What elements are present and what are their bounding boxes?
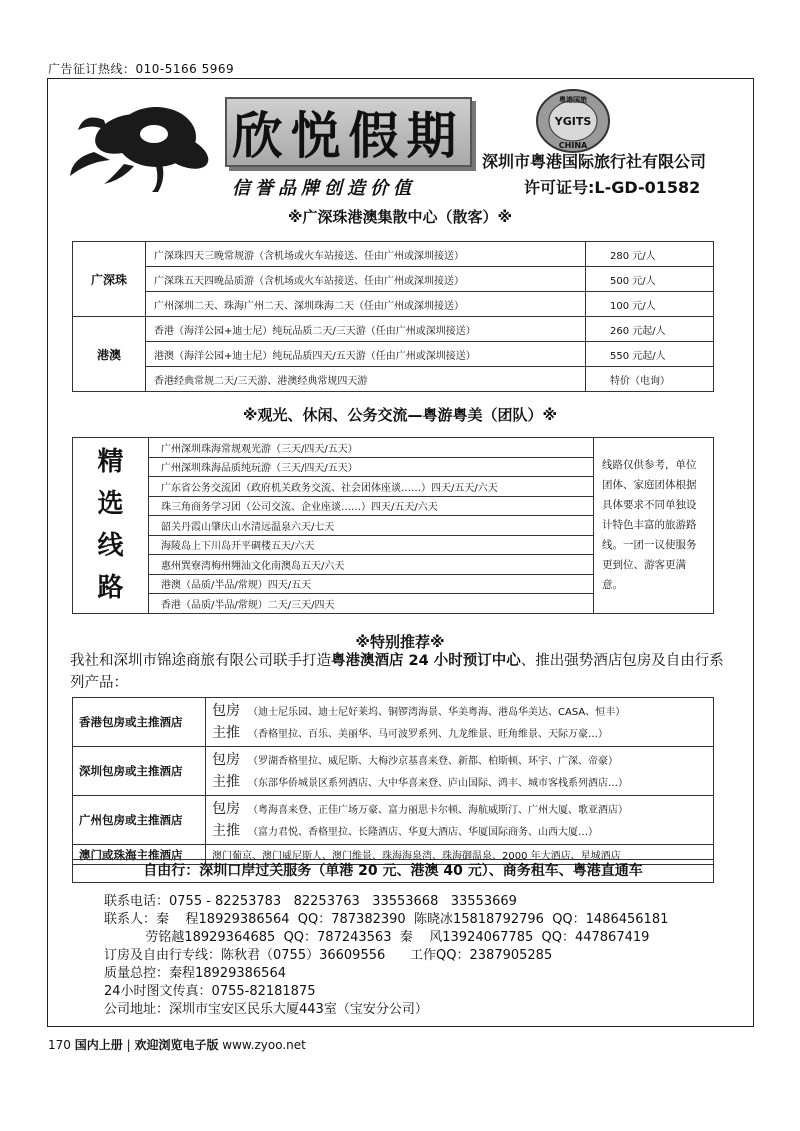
group-tour-table <box>72 437 714 614</box>
flower-logo-icon <box>64 92 224 192</box>
table-row <box>73 267 714 292</box>
note-cell: 线路仅供参考，单位团体、家庭团体根据具体要求不同单独设计特色丰富的旅游路线。一团一议使服务更到位、游客更满意。 <box>594 438 714 614</box>
footer-section: 国内上册 <box>74 1038 123 1052</box>
route-cell: 港澳（海洋公园+迪士尼）纯玩品质四天/五天游（任由广州或深圳接送） <box>146 342 586 367</box>
page-number: 170 <box>48 1038 71 1052</box>
table-row <box>73 242 714 267</box>
category-cell: 港澳 <box>73 317 146 392</box>
main-hotels: （东部华侨城景区系列酒店、大中华喜来登、庐山国际、鸿丰、城市客栈系列酒店…） <box>248 778 628 789</box>
route-cell: 广深珠五天四晚品质游（含机场或火车站接送、任由广州或深圳接送） <box>146 267 586 292</box>
macau-hotels: 澳门葡京、澳门威尼斯人、澳门维景、珠海海泉湾、珠海御温泉、2000 年大酒店、星城酒店 <box>206 845 714 865</box>
section2-title: ※观光、休闲、公务交流—粤游粤美（团队）※ <box>242 406 558 424</box>
hotel-list-cell <box>206 747 714 796</box>
route-cell: 广州深圳二天、珠海广州二天、深圳珠海二天（任由广州或深圳接送） <box>146 292 586 317</box>
route-cell: 广东省公务交流团（政府机关政务交流、社会团体座谈……）四天/五天/六天 <box>149 477 594 497</box>
section3-title: ※特别推荐※ <box>355 633 445 651</box>
free-tour-banner: 自由行：深圳口岸过关服务（单港 20 元、港澳 40 元）、商务租车、粤港直通车 <box>72 859 714 883</box>
page-footer: 170 国内上册 | 欢迎浏览电子版 www.zyoo.net <box>48 1038 306 1052</box>
emblem-top-text: 粤港国旅 <box>559 96 587 104</box>
package-label: 包房 <box>212 801 240 817</box>
contact-line: 联系电话：0755 - 82253783 82253763 33553668 33553669 <box>104 894 517 909</box>
route-cell: 香港经典常规二天/三天游、港澳经典常规四天游 <box>146 367 586 392</box>
route-cell: 广深珠四天三晚常规游（含机场或火车站接送、任由广州或深圳接送） <box>146 242 586 267</box>
contact-line: 质量总控：秦程18929386564 <box>104 966 286 981</box>
route-cell: 港澳（品质/半品/常规）四天/五天 <box>149 574 594 594</box>
price-cell: 550 元起/人 <box>586 342 714 367</box>
hotel-category-cell: 广州包房或主推酒店 <box>73 796 206 845</box>
hotel-table <box>72 697 714 865</box>
hotel-intro <box>70 650 730 694</box>
price-cell: 280 元/人 <box>586 242 714 267</box>
hotel-category-cell: 香港包房或主推酒店 <box>73 698 206 747</box>
category-char: 路 <box>97 573 124 604</box>
category-char: 线 <box>97 531 124 562</box>
table-row <box>73 698 714 747</box>
brand-slogan: 信誉品牌创造价值 <box>232 178 416 199</box>
license-number: 许可证号:L-GD-01582 <box>524 178 701 197</box>
ad-hotline: 广告征订热线：010-5166 5969 <box>48 62 235 76</box>
price-cell: 特价（电询） <box>586 367 714 392</box>
hotel-category-cell: 深圳包房或主推酒店 <box>73 747 206 796</box>
emblem-bottom-text: CHINA <box>558 141 588 150</box>
contact-line: 24小时图文传真：0755-82181875 <box>104 984 316 999</box>
route-cell: 广州深圳珠海品质纯玩游（三天/四天/五天） <box>149 457 594 477</box>
route-cell: 香港（品质/半品/常规）二天/三天/四天 <box>149 594 594 614</box>
category-cell <box>73 438 149 614</box>
route-cell: 韶关丹霞山肇庆山水清远温泉六天/七天 <box>149 516 594 536</box>
category-char: 选 <box>97 489 124 520</box>
hotel-list-cell <box>206 698 714 747</box>
emblem-center-text: YGITS <box>554 115 592 128</box>
contact-block <box>104 893 668 1019</box>
contact-line: 订房及自由行专线：陈秋君（0755）36609556 工作QQ：2387905285 <box>104 948 553 963</box>
table-row <box>73 317 714 342</box>
table-row <box>73 796 714 845</box>
main-hotels: （香格里拉、百乐、美丽华、马可波罗系列、九龙维景、旺角维景、天际万豪…） <box>248 729 608 740</box>
intro-text: 我社和深圳市锦途商旅有限公司联手打造 <box>70 653 331 669</box>
category-vertical-text <box>73 441 148 609</box>
package-hotels: （迪士尼乐园、迪士尼好莱坞、铜锣湾海景、华美粤海、港岛华美达、CASA、恒丰） <box>248 707 626 718</box>
price-cell: 100 元/人 <box>586 292 714 317</box>
brand-logo-text: 欣悦假期 <box>232 106 465 165</box>
route-cell: 香港（海洋公园+迪士尼）纯玩品质二天/三天游（任由广州或深圳接送） <box>146 317 586 342</box>
route-cell: 惠州巽寮湾梅州翙汕文化南澳岛五天/六天 <box>149 555 594 575</box>
section1-title: ※广深珠港澳集散中心（散客）※ <box>287 208 513 226</box>
package-hotels: （罗湖香格里拉、威尼斯、大梅沙京基喜来登、新都、柏斯顿、环宇、广深、帝豪） <box>248 756 618 767</box>
main-label: 主推 <box>212 823 240 839</box>
category-cell: 广深珠 <box>73 242 146 317</box>
table-row <box>73 438 714 458</box>
main-hotels: （富力君悦、香格里拉、长隆酒店、华夏大酒店、华厦国际商务、山西大厦…） <box>248 827 598 838</box>
package-hotels: （粤海喜来登、正佳广场万豪、富力丽思卡尔顿、海航威斯汀、广州大厦、歌亚酒店） <box>248 805 628 816</box>
hotel-category-cell: 澳门或珠海主推酒店 <box>73 845 206 865</box>
intro-highlight: 粤港澳酒店 24 小时预订中心 <box>331 653 521 669</box>
hotel-list-cell <box>206 796 714 845</box>
company-name: 深圳市粤港国际旅行社有限公司 <box>482 152 707 171</box>
price-cell: 500 元/人 <box>586 267 714 292</box>
table-row <box>73 367 714 392</box>
contact-line: 劳铭越18929364685 QQ：787243563 秦 风13924067785 QQ：447867419 <box>104 930 650 945</box>
brand-logo <box>225 97 472 167</box>
footer-slogan: 欢迎浏览电子版 <box>134 1038 219 1052</box>
package-label: 包房 <box>212 752 240 768</box>
footer-url[interactable]: www.zyoo.net <box>222 1038 306 1052</box>
main-label: 主推 <box>212 725 240 741</box>
table-row <box>73 747 714 796</box>
intro-text-end: 、推出强势酒店包房及自由行系列产品： <box>70 653 724 691</box>
price-cell: 260 元起/人 <box>586 317 714 342</box>
contact-line: 公司地址：深圳市宝安区民乐大厦443室（宝安分公司） <box>104 1002 428 1017</box>
main-label: 主推 <box>212 774 240 790</box>
table-row <box>73 342 714 367</box>
scattered-tour-table <box>72 241 714 392</box>
ygits-emblem-icon <box>535 88 611 154</box>
package-label: 包房 <box>212 703 240 719</box>
table-row <box>73 292 714 317</box>
route-cell: 广州深圳珠海常规观光游（三天/四天/五天） <box>149 438 594 458</box>
route-cell: 海陵岛上下川岛开平碉楼五天/六天 <box>149 535 594 555</box>
contact-line: 联系人：秦 程18929386564 QQ：787382390 陈晓冰15818792796 QQ：1486456181 <box>104 912 669 927</box>
category-char: 精 <box>97 447 124 478</box>
route-cell: 珠三角商务学习团（公司交流、企业座谈……）四天/五天/六天 <box>149 496 594 516</box>
